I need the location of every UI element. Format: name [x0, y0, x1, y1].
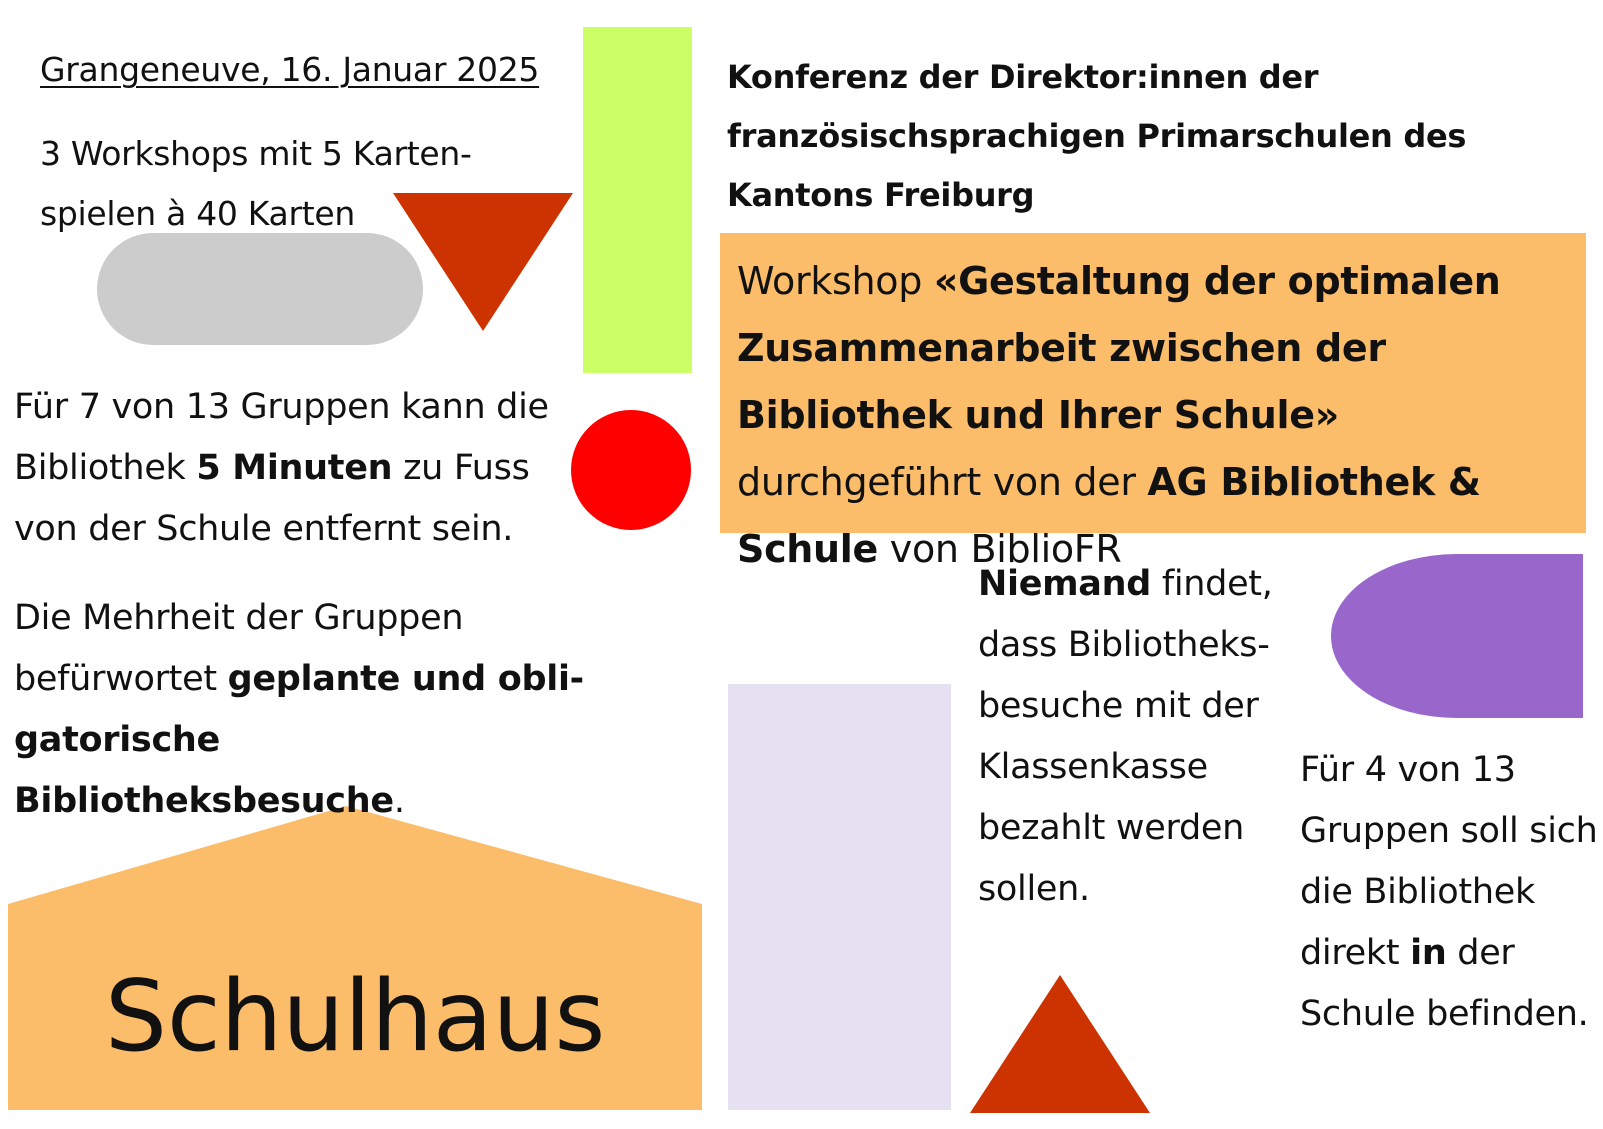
finding-in-school-emphasis: in: [1410, 933, 1447, 973]
finding-majority-text-end: .: [393, 781, 405, 821]
red-circle-shape: [571, 410, 691, 530]
finding-in-school-text: Für 4 von 13 Gruppen soll sich die Bibliothek direkt: [1300, 750, 1598, 973]
finding-walk-emphasis: 5 Minuten: [196, 448, 393, 488]
finding-walking-distance: [14, 377, 574, 560]
finding-in-school-text-end: der Schule befinden.: [1300, 933, 1589, 1034]
finding-nobody-text: findet, dass Bibliotheks-besuche mit der Klassenkasse bezahlt werden sollen.: [978, 564, 1273, 909]
workshop-suffix: von BiblioFR: [878, 527, 1122, 571]
workshop-description: [737, 248, 1577, 583]
green-rectangle: [583, 27, 692, 373]
finding-majority: [14, 588, 594, 832]
finding-majority-text: Die Mehrheit der Gruppen befürwortet: [14, 598, 464, 699]
finding-walk-text-end: zu Fuss von der Schule entfernt sein.: [14, 448, 530, 549]
finding-nobody: [978, 554, 1298, 920]
workshop-middle: durchgeführt von der: [737, 460, 1148, 504]
workshops-summary: 3 Workshops mit 5 Karten-spielen à 40 Karten: [40, 134, 472, 233]
finding-in-school: [1300, 740, 1600, 1045]
schoolhouse-label: Schulhaus: [104, 960, 606, 1074]
workshop-title: «Gestaltung der optimalen Zusammenarbeit zwischen der Bibliothek und Ihrer Schule»: [737, 259, 1501, 437]
date-line: Grangeneuve, 16. Januar 2025: [40, 50, 540, 89]
finding-nobody-emphasis: Niemand: [978, 564, 1151, 604]
workshop-group: AG Bibliothek & Schule: [737, 460, 1481, 571]
finding-walk-text: Für 7 von 13 Gruppen kann die Bibliothek: [14, 387, 549, 488]
lavender-rectangle: [728, 684, 951, 1110]
finding-majority-emphasis: geplante und obli-gatorische Bibliotheksbesuche: [14, 659, 584, 821]
grey-pill-shape: [97, 233, 423, 345]
triangle-up-shape: [970, 975, 1150, 1113]
conference-title: Konferenz der Direktor:innen der französischsprachigen Primarschulen des Kantons Freiburg: [727, 58, 1467, 214]
workshop-prefix: Workshop: [737, 259, 934, 303]
